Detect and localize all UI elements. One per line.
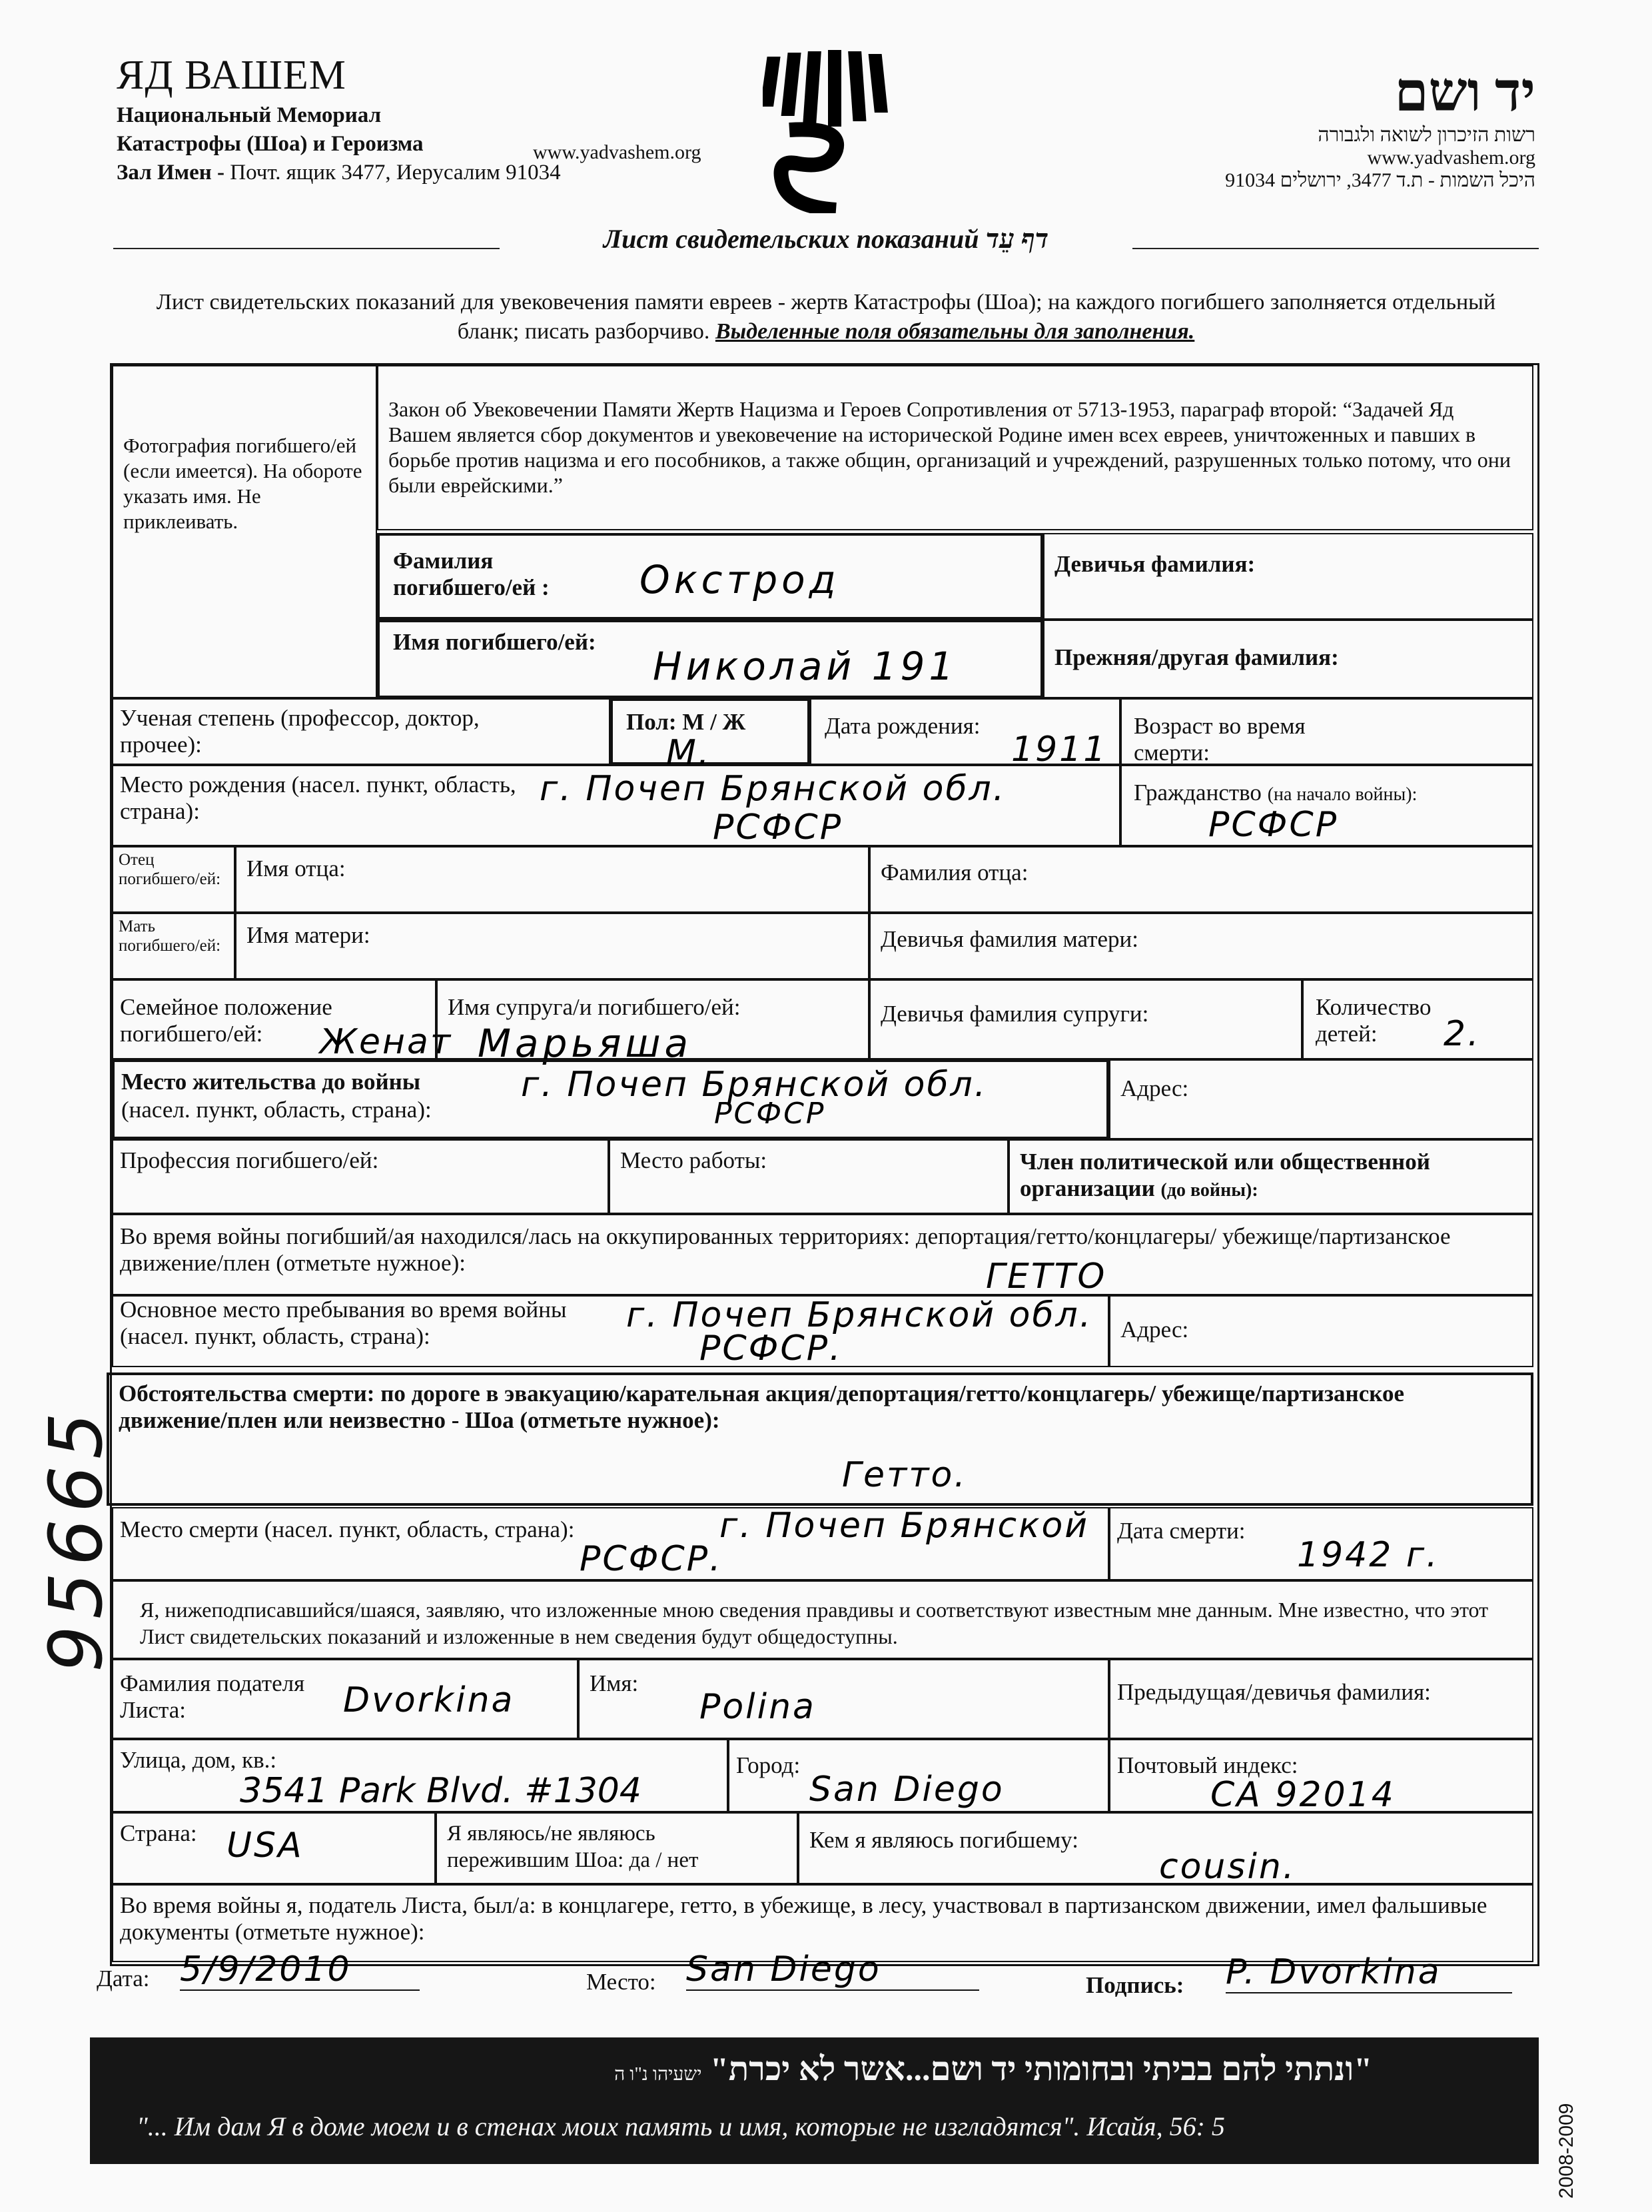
submitter-name-field[interactable] (578, 1659, 1109, 1739)
spouse-maiden-label: Девичья фамилия супруги: (881, 1001, 1149, 1027)
zip-label: Почтовый индекс: (1117, 1752, 1298, 1778)
father-surname-label: Фамилия отца: (881, 859, 1029, 885)
website-left: www.yadvashem.org (533, 141, 701, 163)
member-field[interactable] (1009, 1139, 1533, 1214)
intro-emphasis: Выделенные поля обязательны для заполнения. (715, 319, 1195, 344)
wartime-label: Во время войны погибший/ая находился/лась на оккупированных территориях: депортация/гетто/концлагеры/ убежище/партизанское движение/плен (отметьте нужное): (120, 1223, 1451, 1276)
relation-value: cousin. (1159, 1847, 1296, 1887)
org-line-3-bold: Зал Имен - (117, 161, 225, 185)
maiden-label: Девичья фамилия: (1054, 551, 1256, 577)
citizenship-label-text: Гражданство (1134, 780, 1262, 806)
residence-address-field[interactable] (1109, 1059, 1533, 1139)
org-line-2: Катастрофы (Шоа) и Героизма (117, 132, 424, 156)
surname-label: Фамилия погибшего/ей : (393, 548, 550, 600)
prev-surname-field[interactable] (1043, 620, 1533, 698)
name-field[interactable] (377, 620, 1043, 698)
submitter-surname-value: Dvorkina (343, 1680, 515, 1720)
age-field[interactable] (1120, 698, 1533, 765)
marital-value: Женат (320, 1022, 453, 1062)
name-value: Николай 191 (653, 644, 958, 689)
surname-field[interactable] (377, 533, 1043, 620)
workplace-label: Место работы: (620, 1147, 767, 1173)
member-note: (до войны): (1160, 1180, 1258, 1201)
father-side-label: Отец погибшего/ей: (119, 851, 221, 888)
residence-value-1: г. Почеп Брянской обл. (521, 1065, 988, 1105)
spouse-name-label: Имя супруга/и погибшего/ей: (448, 994, 741, 1020)
he-line-3: היכל השמות - ת.ד 3477, ירושלים 91034 (1225, 169, 1535, 191)
org-header-left (117, 52, 561, 185)
father-surname-field[interactable] (869, 846, 1533, 913)
side-year: 2008-2009 (1555, 2103, 1577, 2199)
death-place-value-1: г. Почеп Брянской (719, 1506, 1090, 1546)
relation-field[interactable] (798, 1812, 1533, 1887)
signature-value[interactable]: P. Dvorkina (1226, 1952, 1512, 1993)
prev-surname-label: Прежняя/другая фамилия: (1054, 644, 1339, 670)
residence-field[interactable] (112, 1059, 1109, 1139)
declaration-box (112, 1580, 1533, 1659)
death-place-field[interactable] (112, 1507, 1109, 1580)
member-label-text: Член политической или общественной организации (1020, 1149, 1430, 1201)
submitter-name-label: Имя: (590, 1670, 639, 1696)
death-circ-field[interactable] (107, 1373, 1533, 1506)
death-circ-bold: Обстоятельства смерти: (119, 1381, 375, 1406)
father-name-label: Имя отца: (246, 855, 346, 881)
citizenship-field[interactable] (1120, 765, 1533, 846)
spouse-name-field[interactable] (436, 979, 869, 1066)
country-field[interactable] (112, 1812, 436, 1884)
death-date-value: 1942 г. (1297, 1535, 1440, 1575)
title-rule-right (1132, 248, 1539, 249)
father-side-box (112, 846, 235, 913)
mother-name-label: Имя матери: (246, 922, 370, 948)
citizenship-value: РСФСР (1208, 805, 1339, 845)
country-value: USA (226, 1826, 304, 1866)
workplace-field[interactable] (609, 1139, 1009, 1214)
submitter-war-label: Во время войны я, податель Листа, был/а: в концлагере, гетто, в убежище, в лесу, участвовал в партизанском движении, имел фальшивые документы (отметьте нужное): (120, 1892, 1487, 1945)
he-line-2: www.yadvashem.org (1367, 147, 1535, 169)
name-label: Имя погибшего/ей: (393, 629, 596, 655)
survivor-label: Я являюсь/не являюсь пережившим Шоа: да / нет (447, 1822, 699, 1872)
margin-number: 95665 (33, 1406, 119, 1672)
profession-field[interactable] (112, 1139, 609, 1214)
relation-label: Кем я являюсь погибшему: (809, 1827, 1078, 1853)
submitter-name-value: Polina (699, 1687, 816, 1727)
footer-hebrew-source: ישעיהו נ"ו ה (614, 2064, 702, 2085)
org-header-right (1225, 61, 1535, 192)
submitter-prev-field[interactable] (1109, 1659, 1533, 1739)
main-stay-value-1: г. Почеп Брянской обл. (626, 1295, 1093, 1335)
footer-hebrew-quote (614, 2049, 1372, 2088)
menorah-flame-icon (763, 50, 889, 213)
org-line-3 (117, 161, 561, 185)
birth-date-label: Дата рождения: (825, 713, 981, 739)
degree-label: Ученая степень (профессор, доктор, прочее): (120, 705, 480, 758)
main-stay-label: Основное место пребывания во время войны (насел. пункт, область, страна): (120, 1297, 567, 1349)
zip-value: CA 92014 (1210, 1775, 1396, 1815)
children-label: Количество детей: (1316, 994, 1432, 1047)
mother-side-box (112, 913, 235, 979)
marital-label: Семейное положение погибшего/ей: (120, 994, 332, 1047)
death-place-value-2: РСФСР. (580, 1539, 723, 1579)
main-stay-address-label: Адрес: (1120, 1317, 1189, 1343)
submitter-surname-label: Фамилия подателя Листа: (120, 1670, 305, 1723)
marital-field[interactable] (112, 979, 453, 1062)
sex-value: М. (666, 733, 711, 773)
main-stay-value-2: РСФСР. (699, 1329, 843, 1369)
city-label: Город: (736, 1752, 801, 1778)
mother-maiden-field[interactable] (869, 913, 1533, 979)
children-field[interactable] (1302, 979, 1533, 1059)
street-value: 3541 Park Blvd. #1304 (240, 1771, 641, 1811)
org-line-1: Национальный Мемориал (117, 103, 382, 127)
main-stay-field[interactable] (112, 1295, 1109, 1367)
wartime-field[interactable] (112, 1214, 1533, 1295)
law-text: Закон об Увековечении Памяти Жертв Нацизма и Героев Сопротивления от 5713-1953, параграф второй: “Задачей Яд Вашем является сбор документов и увековечение на исторической Родине имен всех евреев, уничтоженных и павших в борьбе против нацизма и его пособников, а также общин, организаций и учреждений, разрушенных только потому, что они были еврейскими.” (388, 397, 1511, 497)
death-date-field[interactable] (1109, 1507, 1533, 1580)
death-circ-text: по дороге в эвакуацию/карательная акция/депортация/гетто/концлагерь/ убежище/партизанское движение/плен или неизвестно - Шоа (отметьте нужное): (119, 1381, 1404, 1433)
wartime-value: ГЕТТО (986, 1257, 1107, 1297)
death-circ-value: Гетто. (842, 1455, 967, 1495)
org-name-ru: ЯД ВАШЕМ (117, 53, 346, 98)
city-value: San Diego (809, 1770, 1005, 1810)
photo-instructions: Фотография погибшего/ей (если имеется). На обороте указать имя. Не приклеивать. (123, 434, 362, 533)
age-label: Возраст во время смерти: (1134, 713, 1306, 766)
law-box (377, 365, 1533, 530)
profession-label: Профессия погибшего/ей: (120, 1147, 379, 1173)
submitter-prev-label: Предыдущая/девичья фамилия: (1117, 1679, 1431, 1705)
citizenship-label (1134, 780, 1417, 808)
mother-maiden-label: Девичья фамилия матери: (881, 926, 1138, 952)
footer-banner (90, 2037, 1539, 2164)
country-label: Страна: (120, 1820, 197, 1846)
zip-field[interactable] (1109, 1739, 1533, 1815)
sex-field[interactable] (610, 698, 810, 773)
birthplace-value-2: РСФСР (713, 808, 843, 847)
member-label (1020, 1149, 1513, 1204)
submitter-surname-field[interactable] (112, 1659, 578, 1739)
residence-address-label: Адрес: (1120, 1075, 1189, 1101)
death-circ-label (119, 1381, 1517, 1434)
mother-side-label: Мать погибшего/ей: (119, 917, 221, 955)
street-field[interactable] (112, 1739, 728, 1812)
signature-label: Подпись: (1086, 1972, 1184, 1998)
he-line-1: רשות הזיכרון לשואה ולגבורה (1318, 124, 1535, 146)
city-field[interactable] (728, 1739, 1109, 1812)
degree-field[interactable] (112, 698, 610, 765)
surname-value: Окстрод (639, 557, 840, 602)
mother-name-field[interactable] (235, 913, 869, 979)
residence-value-2: РСФСР (714, 1097, 826, 1131)
place-label: Место: (586, 1969, 656, 1995)
footer-russian-quote: "... Им дам Я в доме моем и в стенах моих память и имя, которые не изгладятся". Исайя, 56: 5 (137, 2111, 1225, 2141)
date-label: Дата: (97, 1965, 150, 1991)
street-label: Улица, дом, кв.: (120, 1747, 277, 1773)
maiden-field[interactable] (1043, 533, 1533, 620)
declaration-text: Я, нижеподписавшийся/шаяся, заявляю, что изложенные мною сведения правдивы и соответствуют известным мне данным. Мне известно, что этот Лист свидетельских показаний и изложенные в нем сведения будут общедоступны. (140, 1598, 1489, 1648)
place-value[interactable]: San Diego (686, 1949, 979, 1991)
org-name-he: יד ושם (1394, 62, 1535, 123)
citizenship-note: (на начало войны): (1267, 784, 1418, 805)
spouse-name-value: Марьяша (478, 1021, 693, 1066)
residence-label: Место жительства до войны (121, 1069, 421, 1095)
photo-box (112, 365, 377, 698)
date-value[interactable]: 5/9/2010 (180, 1949, 420, 1991)
survivor-field[interactable] (436, 1812, 798, 1884)
birthplace-field[interactable] (112, 765, 1120, 846)
footer-hebrew-text: "ונתתי להם בביתי ובחומותי יד ושם...אשר לא יכרת" (710, 2050, 1372, 2087)
intro-plain: Лист свидетельских показаний для увековечения памяти евреев - жертв Катастрофы (Шоа); на каждого погибшего заполняется отдельный бланк; писать разборчиво. (156, 290, 1496, 344)
death-date-label: Дата смерти: (1117, 1518, 1246, 1544)
birthplace-label: Место рождения (насел. пункт, область, страна): (120, 772, 516, 824)
father-name-field[interactable] (235, 846, 869, 913)
sex-label: Пол: М / Ж (626, 709, 746, 735)
main-stay-address-field[interactable] (1109, 1295, 1533, 1367)
doc-title: Лист свидетельских показаний דף עֵד (603, 224, 1049, 254)
residence-sublabel: (насел. пункт, область, страна): (121, 1097, 432, 1123)
org-line-3-rest: Почт. ящик 3477, Иерусалим 91034 (224, 161, 561, 185)
birthplace-value-1: г. Почеп Брянской обл. (540, 769, 1007, 809)
birth-date-field[interactable] (810, 698, 1120, 770)
intro-text (147, 288, 1505, 346)
birth-date-value: 1911 (1011, 730, 1108, 770)
spouse-maiden-field[interactable] (869, 979, 1302, 1059)
death-place-label: Место смерти (насел. пункт, область, страна): (120, 1516, 575, 1542)
children-value: 2. (1444, 1014, 1481, 1054)
